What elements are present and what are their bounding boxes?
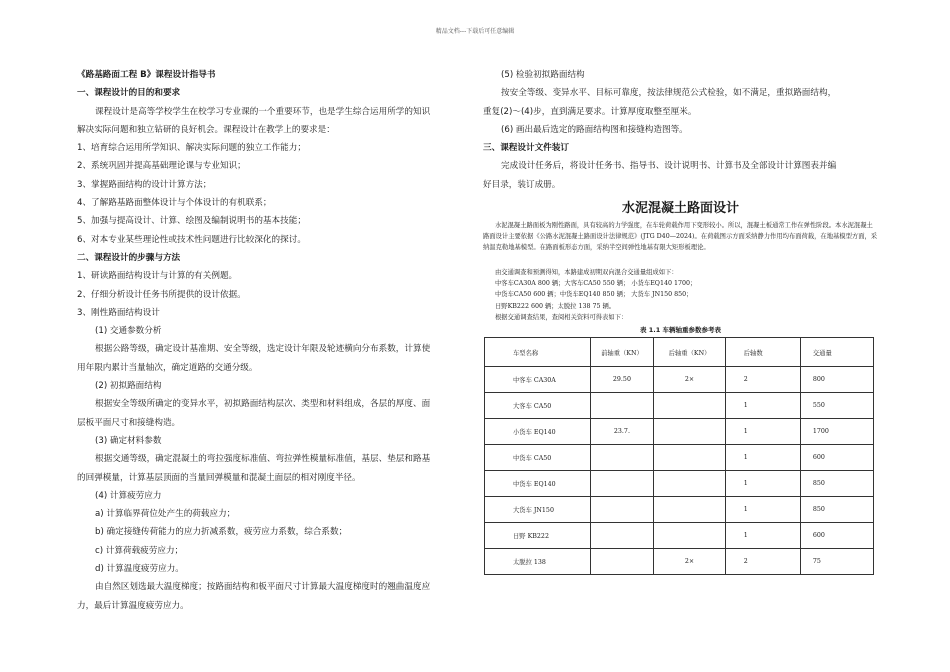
step-item: 1、研读路面结构设计与计算的有关例题。 [77,271,238,282]
cell-front-axle [590,523,654,549]
section-3-text: 完成设计任务后，将设计任务书、指导书、设计说明书、计算书及全部设计计算图表并编 [501,161,837,172]
step-item: 2、仔细分析设计任务书所提供的设计依据。 [77,289,246,300]
fatigue-item: a) 计算临界荷位处产生的荷载应力； [95,509,236,520]
header-rear-axle-count: 后轴数 [725,338,800,367]
requirement-item: 5、加强与提高设计、计算、绘图及编制说明书的基本技能； [77,216,306,227]
traffic-line: 根据交通调查结果，查阅相关资料可得表如下： [495,313,628,321]
step-item: 3、刚性路面结构设计 [77,307,160,318]
table-row [485,419,874,445]
cell-volume: 1700 [800,419,873,445]
cell-front-axle [590,393,654,419]
cell-rear-axle [654,497,725,523]
cell-rear-axle [654,445,725,471]
requirement-item: 3、掌握路面结构的设计计算方法； [77,179,212,190]
section-1-paragraph: 课程设计是高等学校学生在校学习专业课的一个重要环节，也是学生综合运用所学的知识 [95,106,431,117]
doc-title: 《路基路面工程 B》课程设计指导书 [77,70,216,80]
cell-rear-axle: 2× [654,549,725,575]
table-row [485,497,874,523]
subsection-text-cont: 层板平面尺寸和接缝构造。 [77,417,181,428]
requirement-item: 2、系统巩固并提高基础理论课与专业知识； [77,161,246,172]
table-header-row [485,338,874,367]
design-title: 水泥混凝土路面设计 [621,201,739,217]
cell-axle-count: 1 [725,471,800,497]
cell-volume: 850 [800,471,873,497]
cell-rear-axle [654,393,725,419]
cell-vehicle: 中货车 EQ140 [485,471,591,497]
subsection-text: 按安全等级、变异水平、目标可靠度，按法律规范公式检验，如不满足，重拟路面结构， [501,88,837,99]
axle-load-table [484,337,874,575]
intro-paragraph: 水泥混凝土路面板为刚性路面，具有较高的力学强度，在车轮荷载作用下变形较小。所以，混凝土板通常工作在弹性阶段。本水泥混凝土路面设计主要依据《公路水泥混凝土路面设计法律规范》(JTG D40—2024)。在荷载图示方面采纳静力作用均布面荷载，在地基模型方面，采纳温克勒地基模型。在路面板形态方面，采纳半空间弹性地基有限大矩形板理论。 [483,222,878,252]
cell-volume: 850 [800,497,873,523]
right-column [483,66,878,575]
header-rear-axle: 后轴重（KN） [654,338,725,367]
traffic-line: 日野KB222 600 辆；太脱拉 138 75 辆。 [495,302,616,310]
cell-vehicle: 中货车 CA50 [485,445,591,471]
subsection-text: 根据安全等级所确定的变异水平，初拟路面结构层次、类型和材料组成，各层的厚度、面 [95,399,431,410]
cell-rear-axle [654,419,725,445]
section-2-heading: 二、课程设计的步骤与方法 [77,252,181,263]
requirement-item: 1、培育综合运用所学知识、解决实际问题的独立工作能力； [77,143,306,154]
section-3-text-cont: 好目录，装订成册。 [483,179,561,190]
cell-front-axle: 23.7. [590,419,654,445]
table-row [485,549,874,575]
requirement-item: 6、对本专业某些理论性或技术性问题进行比较深化的探讨。 [77,234,306,245]
cell-front-axle [590,445,654,471]
subsection-text-cont: 的回弹模量，计算基层顶面的当量回弹模量和混凝土面层的相对刚度半径。 [77,472,361,483]
traffic-description [483,267,878,323]
cell-front-axle [590,549,654,575]
table-row [485,393,874,419]
header-traffic-volume: 交通量 [800,338,873,367]
subsection-text-cont: 重复(2)～(4)步，直到满足要求。计算厚度取整至厘米。 [483,106,697,117]
subsection-title: (3) 确定材料参数 [95,435,162,446]
table-row [485,471,874,497]
cell-rear-axle [654,471,725,497]
fatigue-item: b) 确定接缝传荷能力的应力折减系数，疲劳应力系数，综合系数； [95,527,348,538]
cell-vehicle: 中客车 CA30A [485,367,591,393]
traffic-line: 由交通调查和预测得知，本路建成初期双向混合交通量组成如下： [495,269,678,277]
header-vehicle: 车型名称 [485,338,591,367]
table-row [485,445,874,471]
subsection-title: (5) 检验初拟路面结构 [501,70,585,80]
cell-volume: 600 [800,523,873,549]
cell-vehicle: 太脱拉 138 [485,549,591,575]
traffic-line: 中客车CA30A 800 辆；大客车CA50 550 辆； 小货车EQ140 1700； [495,280,697,288]
cell-axle-count: 1 [725,445,800,471]
cell-front-axle: 29.50 [590,367,654,393]
cell-vehicle: 大客车 CA50 [485,393,591,419]
subsection-text-cont: 用年限内累计当量轴次，确定道路的交通分级。 [77,362,258,373]
cell-rear-axle: 2× [654,367,725,393]
requirement-item: 4、了解路基路面整体设计与个体设计的有机联系； [77,198,272,209]
cell-rear-axle [654,523,725,549]
cell-axle-count: 1 [725,497,800,523]
cell-axle-count: 1 [725,393,800,419]
subsection-text: 根据交通等级，确定混凝土的弯拉强度标准值、弯拉弹性模量标准值，基层、垫层和路基 [95,454,431,465]
fatigue-item: d) 计算温度疲劳应力。 [95,564,184,575]
subsection-title: (1) 交通参数分析 [95,326,162,337]
section-1-heading: 一、课程设计的目的和要求 [77,88,181,99]
cell-axle-count: 1 [725,419,800,445]
cell-volume: 600 [800,445,873,471]
section-1-paragraph-cont: 解决实际问题和独立钻研的良好机会。课程设计在教学上的要求是： [77,124,335,135]
section-3-heading: 三、课程设计文件装订 [483,143,569,154]
cell-vehicle: 大货车 JN150 [485,497,591,523]
page-watermark: 精品文档---下载后可任意编辑 [435,28,515,35]
cell-axle-count: 1 [725,523,800,549]
left-column [77,66,472,615]
subsection-text: 由自然区划选最大温度梯度；按路面结构和板平面尺寸计算最大温度梯度时的翘曲温度应 [95,582,431,593]
table-row [485,367,874,393]
traffic-line: 中货车CA50 600 辆；中货车EQ140 850 辆； 大货车 JN150 850； [495,291,693,299]
cell-vehicle: 小货车 EQ140 [485,419,591,445]
subsection-text: 根据公路等级，确定设计基准期、安全等级，选定设计年限及轮迹横向分布系数，计算使 [95,344,431,355]
cell-vehicle: 日野 KB222 [485,523,591,549]
cell-front-axle [590,497,654,523]
table-caption: 表 1.1 车辆轴重参数参考表 [639,326,722,335]
subsection-title: (6) 画出最后选定的路面结构图和接缝构造图等。 [501,124,688,135]
table-row [485,523,874,549]
cell-axle-count: 2 [725,367,800,393]
subsection-title: (2) 初拟路面结构 [95,381,162,392]
subsection-title: (4) 计算疲劳应力 [95,490,162,501]
subsection-text-cont: 力，最后计算温度疲劳应力。 [77,600,189,611]
cell-volume: 800 [800,367,873,393]
header-front-axle: 前轴重（KN） [590,338,654,367]
cell-volume: 75 [800,549,873,575]
fatigue-item: c) 计算荷载疲劳应力； [95,545,184,556]
cell-front-axle [590,471,654,497]
cell-axle-count: 2 [725,549,800,575]
cell-volume: 550 [800,393,873,419]
